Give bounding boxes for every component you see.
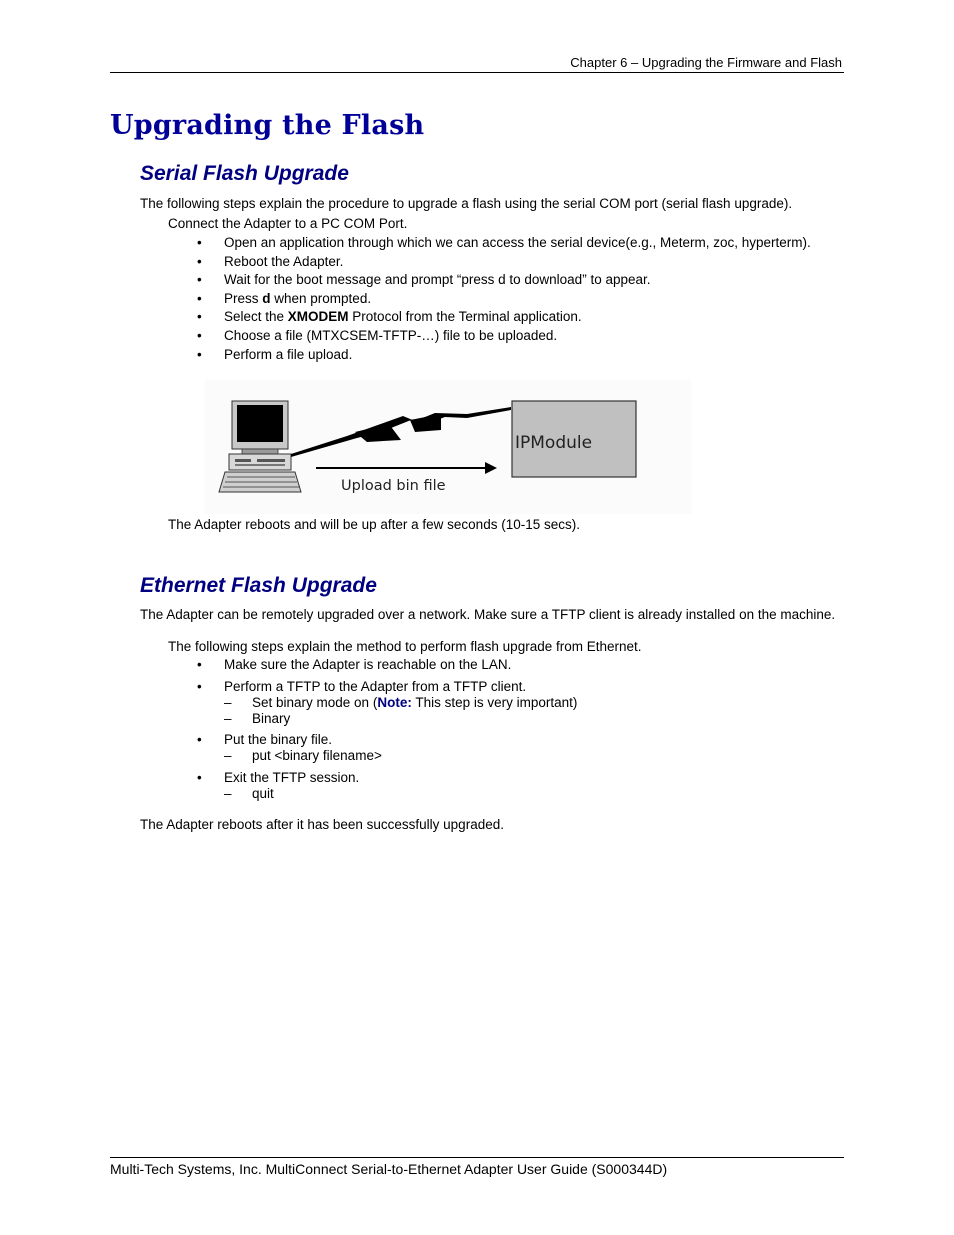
- ethernet-after: The Adapter reboots after it has been successfully upgraded.: [140, 817, 504, 832]
- list-item: Put the binary file.: [224, 732, 333, 747]
- list-item-bold: XMODEM: [287, 309, 349, 324]
- list-item: Wait for the boot message and prompt “press d to download” to appear.: [224, 272, 651, 287]
- ethernet-heading: Ethernet Flash Upgrade: [140, 574, 377, 597]
- bullet-glyph: •: [197, 347, 202, 362]
- upload-diagram: [205, 380, 691, 514]
- bullet-glyph: •: [197, 679, 202, 694]
- upload-label: Upload bin file: [341, 478, 446, 494]
- sub-item: [252, 695, 577, 710]
- list-item: [224, 291, 371, 306]
- dash-glyph: –: [224, 711, 232, 726]
- page-footer: Multi-Tech Systems, Inc. MultiConnect Serial-to-Ethernet Adapter User Guide (S000344D): [110, 1161, 668, 1177]
- computer-icon: [219, 401, 301, 492]
- list-item: Reboot the Adapter.: [224, 254, 344, 269]
- serial-heading: Serial Flash Upgrade: [140, 162, 349, 185]
- list-item-text: Press: [224, 291, 263, 306]
- list-item: [224, 309, 582, 324]
- bullet-glyph: •: [197, 309, 202, 324]
- header-rule: [110, 72, 844, 73]
- bullet-glyph: •: [197, 291, 202, 306]
- sub-item: Binary: [252, 711, 291, 726]
- sub-item-text: This step is very important): [411, 695, 578, 710]
- list-item: Make sure the Adapter is reachable on the LAN.: [224, 657, 512, 672]
- sub-item-text: Set binary mode on (: [252, 695, 378, 710]
- serial-intro: The following steps explain the procedure to upgrade a flash using the serial COM port (serial flash upgrade).: [140, 196, 793, 211]
- list-item: Exit the TFTP session.: [224, 770, 360, 785]
- bullet-glyph: •: [197, 272, 202, 287]
- serial-step: Connect the Adapter to a PC COM Port.: [168, 216, 408, 231]
- dash-glyph: –: [224, 786, 232, 801]
- sub-item: put <binary filename>: [252, 748, 382, 763]
- list-item-text: Protocol from the Terminal application.: [348, 309, 582, 324]
- bullet-glyph: •: [197, 254, 202, 269]
- bullet-glyph: •: [197, 770, 202, 785]
- list-item: Choose a file (MTXCSEM-TFTP-…) file to be uploaded.: [224, 328, 558, 343]
- lightning-icon: [291, 407, 511, 457]
- list-item: Perform a TFTP to the Adapter from a TFTP client.: [224, 679, 527, 694]
- list-item: Open an application through which we can access the serial device(e.g., Meterm, zoc, hyperterm).: [224, 235, 811, 250]
- list-item-bold: d: [262, 291, 271, 306]
- running-header: Chapter 6 – Upgrading the Firmware and Flash: [570, 55, 842, 70]
- note-label: Note:: [377, 695, 412, 710]
- upload-diagram-svg: [205, 380, 691, 514]
- arrow-head-icon: [485, 462, 497, 474]
- ethernet-step: The following steps explain the method to perform flash upgrade from Ethernet.: [168, 639, 642, 654]
- lightning-bolt-segment: [410, 414, 441, 432]
- list-item-text: Select the: [224, 309, 288, 324]
- bullet-glyph: •: [197, 235, 202, 250]
- dash-glyph: –: [224, 695, 232, 710]
- ethernet-intro: The Adapter can be remotely upgraded over a network. Make sure a TFTP client is already installed on the machine.: [140, 607, 836, 622]
- page-title: Upgrading the Flash: [110, 110, 425, 141]
- ipmodule-label: IPModule: [515, 433, 593, 453]
- serial-after: The Adapter reboots and will be up after a few seconds (10-15 secs).: [168, 517, 580, 532]
- bullet-glyph: •: [197, 657, 202, 672]
- bullet-glyph: •: [197, 732, 202, 747]
- list-item: Perform a file upload.: [224, 347, 353, 362]
- dash-glyph: –: [224, 748, 232, 763]
- bullet-glyph: •: [197, 328, 202, 343]
- list-item-text: when prompted.: [270, 291, 372, 306]
- sub-item: quit: [252, 786, 274, 801]
- footer-rule: [110, 1157, 844, 1158]
